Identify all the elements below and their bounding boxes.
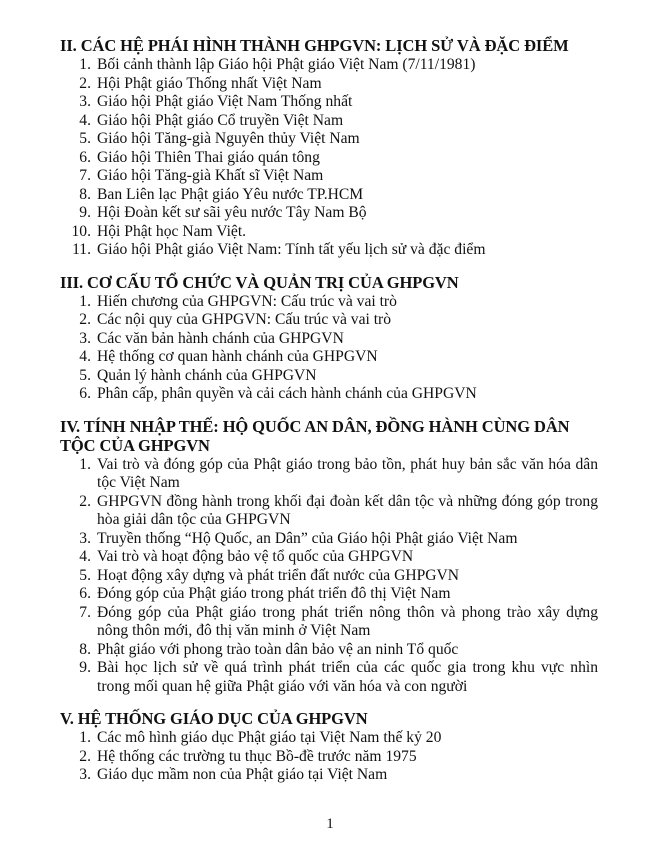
item-text: Giáo hội Phật giáo Việt Nam Thống nhất <box>97 93 353 110</box>
document-page <box>60 36 598 785</box>
item-text: Đóng góp của Phật giáo trong phát triển đô thị Việt Nam <box>97 585 451 602</box>
section-list <box>60 56 598 260</box>
item-text: Hệ thống cơ quan hành chánh của GHPGVN <box>97 348 378 365</box>
section-list <box>60 456 598 697</box>
list-item <box>60 604 598 641</box>
list-item <box>60 167 598 186</box>
item-text: Hội Phật học Nam Việt. <box>97 222 247 240</box>
item-number: 6. <box>79 585 91 602</box>
item-text: Truyền thống “Hộ Quốc, an Dân” của Giáo hội Phật giáo Việt Nam <box>97 529 518 547</box>
item-text: Các nội quy của GHPGVN: Cấu trúc và vai trò <box>97 311 392 328</box>
list-item <box>60 204 598 223</box>
item-number: 8. <box>79 185 91 203</box>
item-number: 7. <box>79 167 91 184</box>
item-text: Bài học lịch sử về quá trình phát triển của các quốc gia trong khu vực nhìn trong mối quan hệ giữa Phật giáo với văn hóa và con người <box>97 659 598 695</box>
list-item <box>60 385 598 404</box>
item-number: 4. <box>79 348 91 365</box>
section-list <box>60 729 598 785</box>
list-item <box>60 659 598 696</box>
item-number: 10. <box>71 222 91 240</box>
item-text: Bối cảnh thành lập Giáo hội Phật giáo Việt Nam (7/11/1981) <box>97 56 476 73</box>
item-number: 2. <box>79 492 91 510</box>
item-text: Giáo hội Tăng-già Khất sĩ Việt Nam <box>97 167 324 184</box>
section-list <box>60 293 598 404</box>
item-text: Hệ thống các trường tu thục Bồ-đề trước năm 1975 <box>97 747 417 765</box>
item-text: Hoạt động xây dựng và phát triển đất nước của GHPGVN <box>97 566 460 584</box>
list-item <box>60 493 598 530</box>
item-number: 2. <box>79 311 91 328</box>
item-text: Hội Phật giáo Thống nhất Việt Nam <box>97 74 322 92</box>
item-text: Đóng góp của Phật giáo trong phát triển nông thôn và phong trào xây dựng nông thôn mới, đô thị văn minh ở Việt Nam <box>97 603 598 639</box>
item-number: 1. <box>79 455 91 473</box>
item-number: 9. <box>79 659 91 676</box>
item-number: 3. <box>79 93 91 110</box>
item-text: Hiến chương của GHPGVN: Cấu trúc và vai trò <box>97 292 397 310</box>
section-iv <box>60 417 598 697</box>
list-item <box>60 530 598 549</box>
list-item <box>60 311 598 330</box>
item-number: 4. <box>79 111 91 129</box>
list-item <box>60 186 598 205</box>
item-text: Phật giáo với phong trào toàn dân bảo vệ an ninh Tổ quốc <box>97 640 459 658</box>
item-text: Vai trò và đóng góp của Phật giáo trong bảo tồn, phát huy bản sắc văn hóa dân tộc Việt Nam <box>97 455 598 491</box>
item-text: Giáo hội Phật giáo Cổ truyền Việt Nam <box>97 111 344 129</box>
section-iii <box>60 273 598 404</box>
item-number: 6. <box>79 385 91 402</box>
item-number: 3. <box>79 766 91 783</box>
section-heading: IV. TÍNH NHẬP THẾ: HỘ QUỐC AN DÂN, ĐỒNG HÀNH CÙNG DÂN TỘC CỦA GHPGVN <box>60 416 570 455</box>
list-item <box>60 766 598 785</box>
item-text: Giáo dục mầm non của Phật giáo tại Việt Nam <box>97 766 388 783</box>
list-item <box>60 367 598 386</box>
item-number: 3. <box>79 329 91 347</box>
list-item <box>60 567 598 586</box>
item-text: Giáo hội Thiên Thai giáo quán tông <box>97 148 320 166</box>
item-number: 7. <box>79 603 91 621</box>
list-item <box>60 729 598 748</box>
item-number: 5. <box>79 566 91 584</box>
item-text: Giáo hội Phật giáo Việt Nam: Tính tất yếu lịch sử và đặc điểm <box>97 241 486 258</box>
list-item <box>60 348 598 367</box>
item-number: 3. <box>79 529 91 547</box>
list-item <box>60 149 598 168</box>
item-text: Ban Liên lạc Phật giáo Yêu nước TP.HCM <box>97 185 364 203</box>
list-item <box>60 585 598 604</box>
item-number: 2. <box>79 74 91 92</box>
list-item <box>60 641 598 660</box>
item-text: Giáo hội Tăng-già Nguyên thủy Việt Nam <box>97 130 360 147</box>
section-heading: III. CƠ CẤU TỔ CHỨC VÀ QUẢN TRỊ CỦA GHPGVN <box>60 272 459 292</box>
list-item <box>60 93 598 112</box>
section-heading: II. CÁC HỆ PHÁI HÌNH THÀNH GHPGVN: LỊCH SỬ VÀ ĐẶC ĐIỂM <box>60 36 569 55</box>
section-v <box>60 709 598 785</box>
list-item <box>60 75 598 94</box>
list-item <box>60 548 598 567</box>
list-item <box>60 241 598 260</box>
list-item <box>60 112 598 131</box>
item-text: Vai trò và hoạt động bảo vệ tổ quốc của GHPGVN <box>97 548 414 565</box>
item-text: Phân cấp, phân quyền và cải cách hành chánh của GHPGVN <box>97 385 477 402</box>
item-number: 5. <box>79 366 91 384</box>
item-text: Các mô hình giáo dục Phật giáo tại Việt Nam thế kỷ 20 <box>97 729 442 746</box>
item-text: GHPGVN đồng hành trong khối đại đoàn kết dân tộc và những đóng góp trong hòa giải dân tộc của GHPGVN <box>97 492 598 528</box>
item-number: 4. <box>79 548 91 565</box>
item-number: 8. <box>79 640 91 658</box>
item-text: Quản lý hành chánh của GHPGVN <box>97 366 317 384</box>
list-item <box>60 56 598 75</box>
item-number: 1. <box>79 729 91 746</box>
list-item <box>60 456 598 493</box>
item-number: 6. <box>79 148 91 166</box>
item-text: Các văn bản hành chánh của GHPGVN <box>97 329 344 347</box>
section-ii <box>60 36 598 260</box>
item-number: 5. <box>79 130 91 147</box>
item-number: 11. <box>72 241 91 258</box>
item-number: 1. <box>79 56 91 73</box>
section-heading: V. HỆ THỐNG GIÁO DỤC CỦA GHPGVN <box>60 709 368 728</box>
item-number: 2. <box>79 747 91 765</box>
item-number: 9. <box>79 204 91 221</box>
page-number: 1 <box>326 816 334 832</box>
list-item <box>60 223 598 242</box>
list-item <box>60 293 598 312</box>
list-item <box>60 748 598 767</box>
list-item <box>60 330 598 349</box>
item-text: Hội Đoàn kết sư sãi yêu nước Tây Nam Bộ <box>97 204 367 221</box>
item-number: 1. <box>79 292 91 310</box>
list-item <box>60 130 598 149</box>
